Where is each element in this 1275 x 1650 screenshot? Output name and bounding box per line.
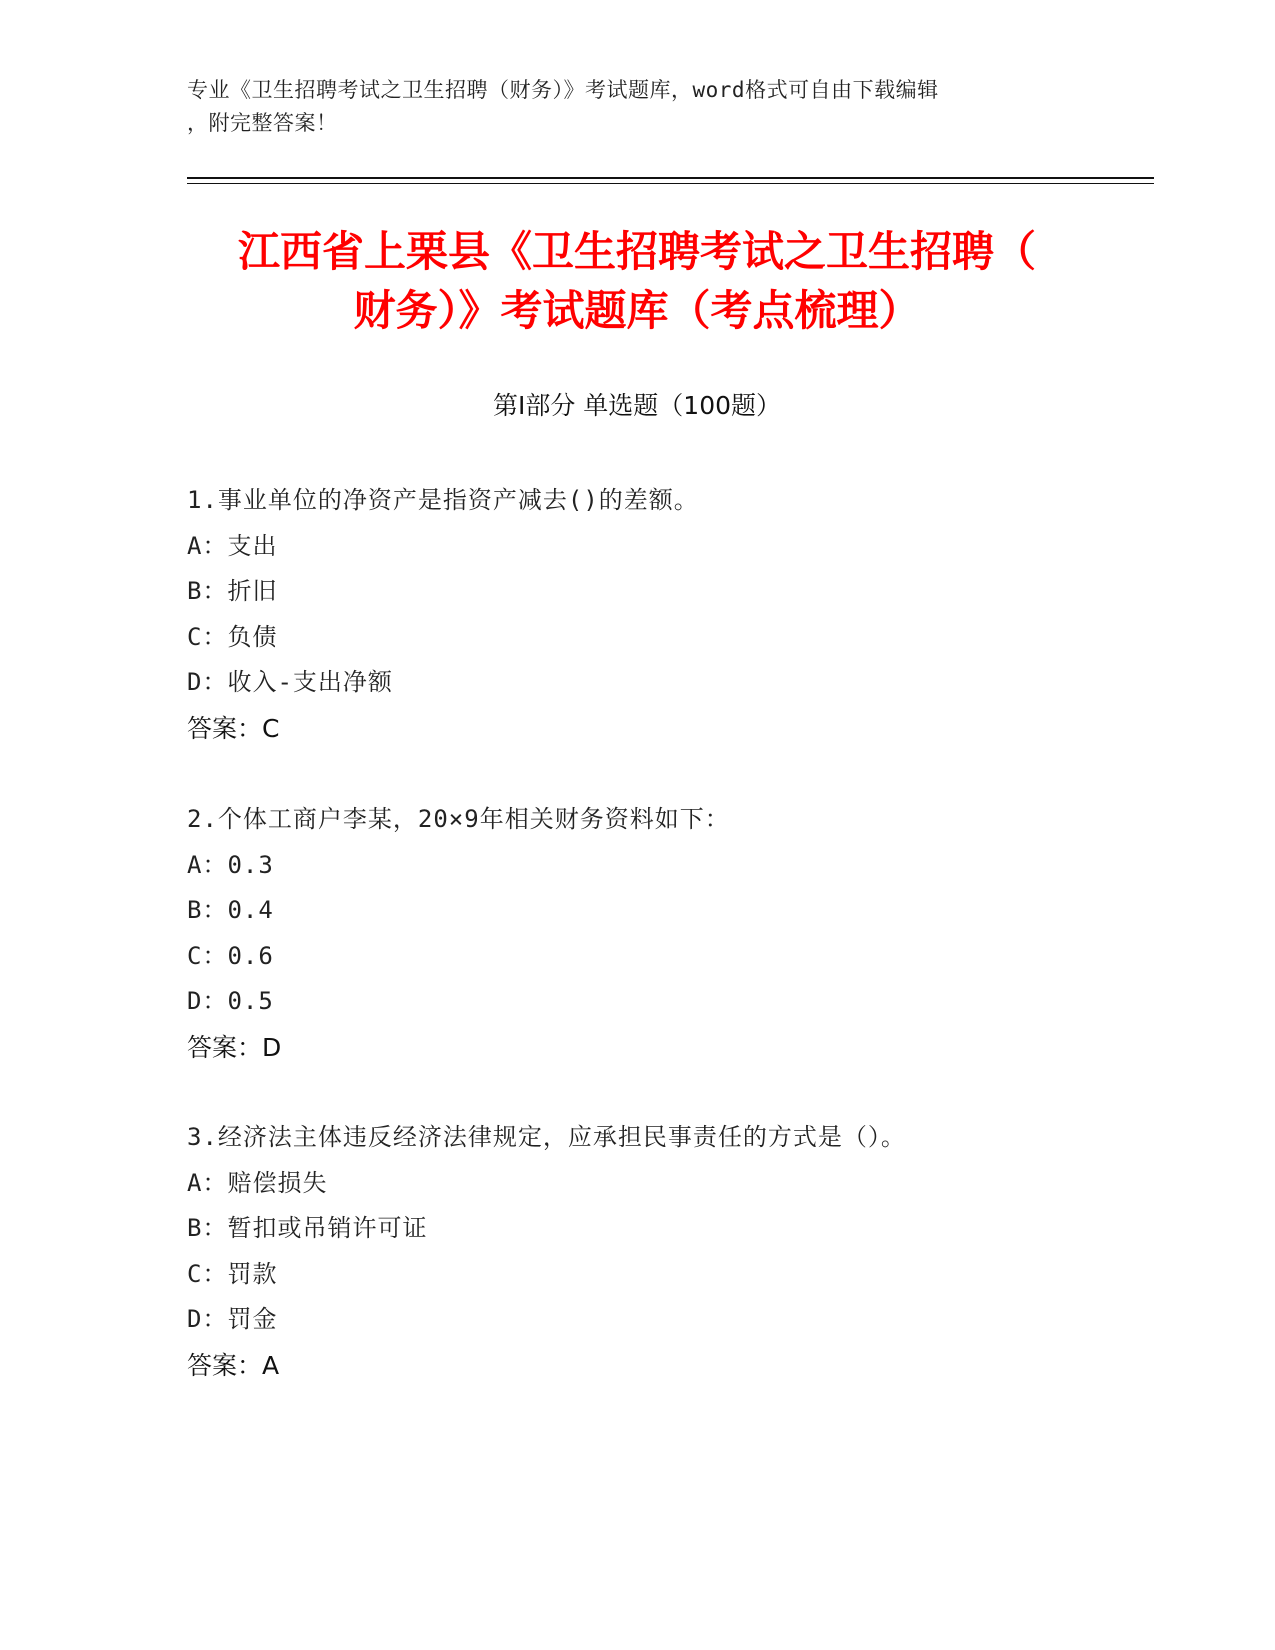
option-b: B：折旧: [187, 577, 278, 605]
header-note-line: ，附完整答案！: [187, 111, 338, 135]
question-stem: 2.个体工商户李某，20×9年相关财务资料如下：: [187, 805, 730, 833]
option-d: D：0.5: [187, 987, 274, 1015]
option-a: A：赔偿损失: [187, 1168, 328, 1197]
document-title: [187, 222, 1087, 340]
title-line: 江西省上栗县《卫生招聘考试之卫生招聘（: [237, 227, 1036, 276]
header-divider-thin: [187, 183, 1154, 184]
option-c: C：0.6: [187, 941, 274, 970]
section-title: 第Ⅰ部分 单选题（100题）: [492, 391, 782, 420]
header-note: [187, 74, 1067, 140]
option-c: C：罚款: [187, 1259, 278, 1288]
option-d: D：罚金: [187, 1305, 278, 1333]
header-note-line: 专业《卫生招聘考试之卫生招聘（财务）》考试题库，word格式可自由下载编辑: [187, 78, 939, 102]
answer-label: 答案：A: [187, 1350, 280, 1380]
question-item: [187, 478, 1147, 751]
option-a: A：支出: [187, 531, 278, 560]
question-stem: 3.经济法主体违反经济法律规定，应承担民事责任的方式是（）。: [187, 1123, 906, 1151]
option-c: C：负债: [187, 622, 278, 651]
header-divider: [187, 177, 1154, 179]
question-item: [187, 797, 1147, 1070]
option-b: B：0.4: [187, 896, 274, 924]
answer-label: 答案：C: [187, 713, 280, 743]
option-a: A：0.3: [187, 850, 274, 879]
question-stem: 1.事业单位的净资产是指资产减去()的差额。: [187, 486, 699, 514]
option-b: B：暂扣或吊销许可证: [187, 1214, 428, 1242]
option-d: D：收入-支出净额: [187, 668, 393, 696]
title-line: 财务）》考试题库（考点梳理）: [353, 286, 921, 335]
answer-label: 答案：D: [187, 1032, 282, 1062]
question-item: [187, 1115, 1147, 1388]
